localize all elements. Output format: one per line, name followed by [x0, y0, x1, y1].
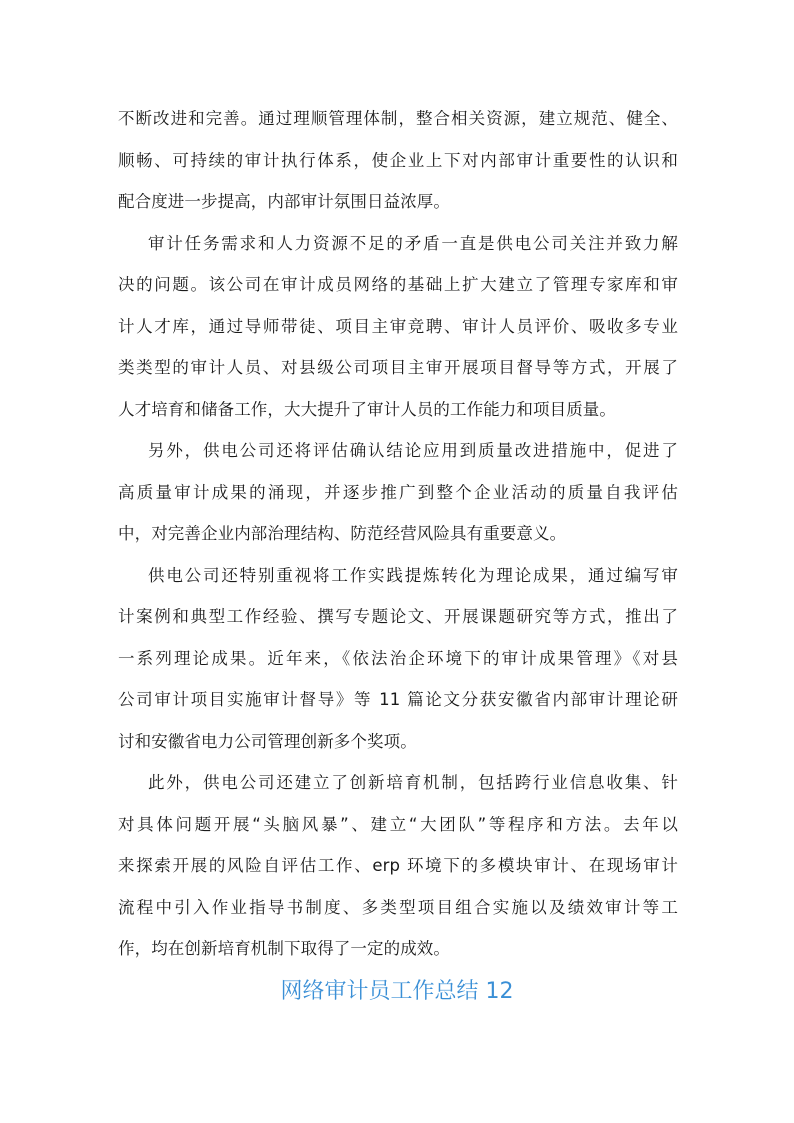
body-text — [118, 98, 678, 970]
paragraph-3-line-2: 高质量审计成果的涌现，并逐步推广到整个企业活动的质量自我评估 — [118, 482, 678, 502]
paragraph-4-line-5: 讨和安徽省电力公司管理创新多个奖项。 — [118, 731, 417, 751]
paragraph-1-line-2: 顺畅、可持续的审计执行体系，使企业上下对内部审计重要性的认识和 — [118, 150, 678, 170]
paragraph-5-line-2: 对具体问题开展“头脑风暴”、建立“大团队”等程序和方法。去年以 — [118, 814, 678, 834]
paragraph-5-line-1: 此外，供电公司还建立了创新培育机制，包括跨行业信息收集、针 — [148, 773, 678, 792]
paragraph-2-line-5: 人才培育和储备工作，大大提升了审计人员的工作能力和项目质量。 — [118, 399, 616, 419]
paragraph-4-line-2: 计案例和典型工作经验、撰写专题论文、开展课题研究等方式，推出了 — [118, 607, 678, 626]
paragraph-3-line-3: 中，对完善企业内部治理结构、防范经营风险具有重要意义。 — [118, 524, 567, 543]
paragraph-2-line-2: 决的问题。该公司在审计成员网络的基础上扩大建立了管理专家库和审 — [118, 275, 678, 294]
paragraph-4-line-1: 供电公司还特别重视将工作实践提炼转化为理论成果，通过编写审 — [148, 565, 678, 585]
paragraph-5-line-5: 作，均在创新培育机制下取得了一定的成效。 — [118, 939, 450, 958]
section-heading: 网络审计员工作总结 12 — [280, 979, 514, 1004]
paragraph-5-line-4: 流程中引入作业指导书制度、多类型项目组合实施以及绩效审计等工 — [118, 897, 678, 917]
paragraph-4-line-4: 公司审计项目实施审计督导》等 11 篇论文分获安徽省内部审计理论研 — [118, 690, 678, 709]
paragraph-2-line-1: 审计任务需求和人力资源不足的矛盾一直是供电公司关注并致力解 — [148, 233, 678, 253]
paragraph-2-line-3: 计人才库，通过导师带徒、项目主审竞聘、审计人员评价、吸收多专业 — [118, 316, 678, 336]
paragraph-1-line-1: 不断改进和完善。通过理顺管理体制，整合相关资源，建立规范、健全、 — [118, 109, 678, 128]
paragraph-2-line-4: 类类型的审计人员、对县级公司项目主审开展项目督导等方式，开展了 — [118, 358, 678, 377]
paragraph-4-line-3: 一系列理论成果。近年来，《依法治企环境下的审计成果管理》《对县 — [118, 648, 678, 668]
paragraph-5-line-3: 来探索开展的风险自评估工作、erp 环境下的多模块审计、在现场审计 — [118, 856, 678, 875]
paragraph-3-line-1: 另外，供电公司还将评估确认结论应用到质量改进措施中，促进了 — [148, 441, 678, 460]
paragraph-1-line-3: 配合度进一步提高，内部审计氛围日益浓厚。 — [118, 192, 450, 211]
